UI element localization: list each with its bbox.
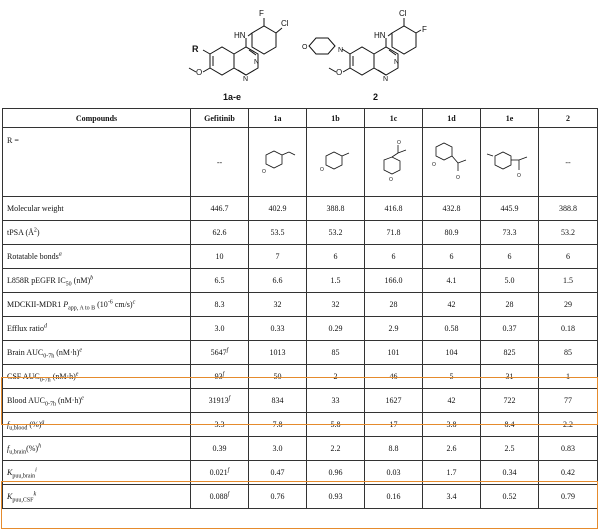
table-cell: 6 bbox=[481, 245, 539, 269]
table-cell: 6 bbox=[539, 245, 598, 269]
methylpiperazine-carbonyl-fragment bbox=[485, 142, 535, 182]
column-header: 1e bbox=[481, 109, 539, 128]
table-cell: 432.8 bbox=[423, 197, 481, 221]
table-cell: 53.2 bbox=[307, 221, 365, 245]
morpholinecarbonyl-fragment bbox=[372, 139, 416, 185]
table-cell: 0.088$^f$ bbox=[191, 485, 249, 509]
table-cell: 33 bbox=[307, 389, 365, 413]
table-cell: 32 bbox=[249, 293, 307, 317]
table-cell: 0.52 bbox=[481, 485, 539, 509]
table-cell: 3.4 bbox=[423, 485, 481, 509]
atom-n-label: N bbox=[254, 59, 260, 66]
r-group-2: -- bbox=[539, 128, 598, 197]
column-header: 1c bbox=[365, 109, 423, 128]
compound-structures bbox=[0, 0, 600, 108]
table-cell: 1627 bbox=[365, 389, 423, 413]
row-label: Brain $AUC_{0-7h}$ $(nM\cdot h)^e$ bbox=[3, 341, 191, 365]
table-cell: 0.29 bbox=[307, 317, 365, 341]
table-cell: 28 bbox=[365, 293, 423, 317]
table-cell: 3.3 bbox=[191, 413, 249, 437]
atom-n-label: N bbox=[383, 76, 389, 83]
svg-text:O: O bbox=[319, 167, 324, 173]
row-label: Blood $AUC_{0-7h}$ $(nM\cdot h)^e$ bbox=[3, 389, 191, 413]
column-header: 2 bbox=[539, 109, 598, 128]
row-label: tPSA $(Å^2)$ bbox=[3, 221, 191, 245]
r-group-1d bbox=[423, 128, 481, 197]
row-label: Rotatable bonds$^a$ bbox=[3, 245, 191, 269]
table-cell: 0.93 bbox=[307, 485, 365, 509]
table-row bbox=[3, 341, 598, 365]
table-cell: 0.96 bbox=[307, 461, 365, 485]
table-cell: 7.8 bbox=[249, 413, 307, 437]
structure-1a-e bbox=[189, 18, 282, 75]
table-cell: 402.9 bbox=[249, 197, 307, 221]
table-cell: 2.6 bbox=[423, 437, 481, 461]
table-cell: 416.8 bbox=[365, 197, 423, 221]
table-cell: 0.58 bbox=[423, 317, 481, 341]
table-cell: 388.8 bbox=[307, 197, 365, 221]
table-cell: 445.9 bbox=[481, 197, 539, 221]
table-row bbox=[3, 197, 598, 221]
table-cell: 0.37 bbox=[481, 317, 539, 341]
table-cell: 0.16 bbox=[365, 485, 423, 509]
atom-cl-label: Cl bbox=[399, 9, 407, 18]
table-row bbox=[3, 389, 598, 413]
table-row bbox=[3, 221, 598, 245]
table-cell: 2.2 bbox=[539, 413, 598, 437]
table-cell: 0.021$^f$ bbox=[191, 461, 249, 485]
table-cell: 73.3 bbox=[481, 221, 539, 245]
row-label: $K_{puu,brain}^i$ bbox=[3, 461, 191, 485]
table-cell: 6.6 bbox=[249, 269, 307, 293]
table-cell: 4.1 bbox=[423, 269, 481, 293]
table-cell: 5647$^f$ bbox=[191, 341, 249, 365]
table-cell: 53.5 bbox=[249, 221, 307, 245]
compound-label-1a-e: 1a-e bbox=[223, 92, 242, 102]
atom-cl-label: Cl bbox=[281, 19, 289, 28]
table-cell: 0.39 bbox=[191, 437, 249, 461]
column-header: 1d bbox=[423, 109, 481, 128]
table-cell: 62.6 bbox=[191, 221, 249, 245]
atom-o-label: O bbox=[196, 68, 203, 77]
table-cell: 2 bbox=[307, 365, 365, 389]
atom-n-label: N bbox=[394, 59, 400, 66]
table-cell: 0.79 bbox=[539, 485, 598, 509]
table-cell: 77 bbox=[539, 389, 598, 413]
compound-label-2: 2 bbox=[373, 92, 379, 102]
r-group-1b bbox=[307, 128, 365, 197]
table-row bbox=[3, 365, 598, 389]
table-cell: 3.0 bbox=[191, 317, 249, 341]
row-label: $f_{u,blood}$ (%)$^g$ bbox=[3, 413, 191, 437]
table-cell: 0.03 bbox=[365, 461, 423, 485]
table-cell: 8.4 bbox=[481, 413, 539, 437]
atom-f-label: F bbox=[422, 25, 427, 34]
atom-n-label: N bbox=[243, 76, 249, 83]
table-row bbox=[3, 317, 598, 341]
table-cell: 0.76 bbox=[249, 485, 307, 509]
r-group-1c bbox=[365, 128, 423, 197]
table-cell: 6 bbox=[307, 245, 365, 269]
column-header: Gefitinib bbox=[191, 109, 249, 128]
row-label: Efflux ratio$^d$ bbox=[3, 317, 191, 341]
table-cell: 0.33 bbox=[249, 317, 307, 341]
table-cell: 85 bbox=[307, 341, 365, 365]
table-cell: 50 bbox=[249, 365, 307, 389]
table-cell: 825 bbox=[481, 341, 539, 365]
table-cell: 3.8 bbox=[423, 413, 481, 437]
table-cell: 5.0 bbox=[481, 269, 539, 293]
table-cell: 0.83 bbox=[539, 437, 598, 461]
row-label: Molecular weight bbox=[3, 197, 191, 221]
atom-nh-label: HN bbox=[234, 31, 246, 40]
table-cell: 5 bbox=[423, 365, 481, 389]
svg-text:O: O bbox=[388, 177, 393, 183]
table-cell: 3.0 bbox=[249, 437, 307, 461]
table-cell: 17 bbox=[365, 413, 423, 437]
table-cell: 71.8 bbox=[365, 221, 423, 245]
table-row bbox=[3, 413, 598, 437]
table-row bbox=[3, 461, 598, 485]
atom-nh-label: HN bbox=[374, 31, 386, 40]
svg-text:O: O bbox=[261, 169, 266, 175]
r-group-row bbox=[3, 128, 598, 197]
atom-f-label: F bbox=[259, 9, 264, 18]
r-group-gefitinib: -- bbox=[191, 128, 249, 197]
table-cell: 2.5 bbox=[481, 437, 539, 461]
table-cell: 28 bbox=[481, 293, 539, 317]
table-cell: 446.7 bbox=[191, 197, 249, 221]
table-cell: 0.42 bbox=[539, 461, 598, 485]
table-cell: 722 bbox=[481, 389, 539, 413]
table-cell: 80.9 bbox=[423, 221, 481, 245]
table-cell: 104 bbox=[423, 341, 481, 365]
morpholine-fragment bbox=[316, 147, 356, 177]
svg-text:O: O bbox=[455, 175, 460, 181]
table-cell: 1.5 bbox=[539, 269, 598, 293]
morpholinomethyl-fragment bbox=[256, 147, 300, 177]
properties-table bbox=[2, 108, 598, 509]
table-cell: 6.5 bbox=[191, 269, 249, 293]
table-cell: 31913$^f$ bbox=[191, 389, 249, 413]
column-header: Compounds bbox=[3, 109, 191, 128]
column-header: 1b bbox=[307, 109, 365, 128]
table-cell: 46 bbox=[365, 365, 423, 389]
r-group-1a bbox=[249, 128, 307, 197]
table-cell: 93$^f$ bbox=[191, 365, 249, 389]
table-cell: 0.34 bbox=[481, 461, 539, 485]
svg-text:O: O bbox=[516, 173, 521, 179]
table-cell: 8.8 bbox=[365, 437, 423, 461]
atom-n-label: N bbox=[338, 47, 344, 54]
table-cell: 1.7 bbox=[423, 461, 481, 485]
row-label: R = bbox=[3, 128, 191, 197]
svg-text:O: O bbox=[396, 140, 401, 146]
row-label: CSF $AUC_{0-7h}$ $(nM\cdot h)^e$ bbox=[3, 365, 191, 389]
table-cell: 6 bbox=[365, 245, 423, 269]
table-cell: 10 bbox=[191, 245, 249, 269]
structure-2 bbox=[309, 18, 421, 75]
table-row bbox=[3, 485, 598, 509]
table-cell: 1013 bbox=[249, 341, 307, 365]
r-group-1e bbox=[481, 128, 539, 197]
morpholine-carbamate-fragment bbox=[430, 139, 474, 185]
atom-o-label: O bbox=[336, 68, 343, 77]
table-row bbox=[3, 293, 598, 317]
table-cell: 1 bbox=[539, 365, 598, 389]
table-cell: 8.3 bbox=[191, 293, 249, 317]
table-row bbox=[3, 269, 598, 293]
table-cell: 0.47 bbox=[249, 461, 307, 485]
table-cell: 53.2 bbox=[539, 221, 598, 245]
row-label: L858R pEGFR $IC_{50}$ (nM)$^b$ bbox=[3, 269, 191, 293]
table-cell: 85 bbox=[539, 341, 598, 365]
table-cell: 7 bbox=[249, 245, 307, 269]
column-header: 1a bbox=[249, 109, 307, 128]
table-cell: 1.5 bbox=[307, 269, 365, 293]
table-cell: 101 bbox=[365, 341, 423, 365]
table-row bbox=[3, 437, 598, 461]
table-cell: 42 bbox=[423, 293, 481, 317]
header-row bbox=[3, 109, 598, 128]
atom-o-label: O bbox=[302, 44, 308, 51]
table-cell: 31 bbox=[481, 365, 539, 389]
table-cell: 2.9 bbox=[365, 317, 423, 341]
svg-text:O: O bbox=[431, 162, 436, 168]
table-cell: 834 bbox=[249, 389, 307, 413]
atom-r-label: R bbox=[192, 44, 199, 54]
table-cell: 32 bbox=[307, 293, 365, 317]
table-cell: 42 bbox=[423, 389, 481, 413]
table-cell: 388.8 bbox=[539, 197, 598, 221]
row-label: $K_{puu,CSF}^k$ bbox=[3, 485, 191, 509]
table-cell: 6 bbox=[423, 245, 481, 269]
table-row bbox=[3, 245, 598, 269]
table-cell: 5.8 bbox=[307, 413, 365, 437]
table-cell: 0.18 bbox=[539, 317, 598, 341]
table-cell: 2.2 bbox=[307, 437, 365, 461]
row-label: MDCKII-MDR1 $P_{app, A to B}$ ($10^{-6}$ cm/s)$^c$ bbox=[3, 293, 191, 317]
table-cell: 166.0 bbox=[365, 269, 423, 293]
row-label: $f_{u,brain}(\%)^h$ bbox=[3, 437, 191, 461]
table-cell: 29 bbox=[539, 293, 598, 317]
